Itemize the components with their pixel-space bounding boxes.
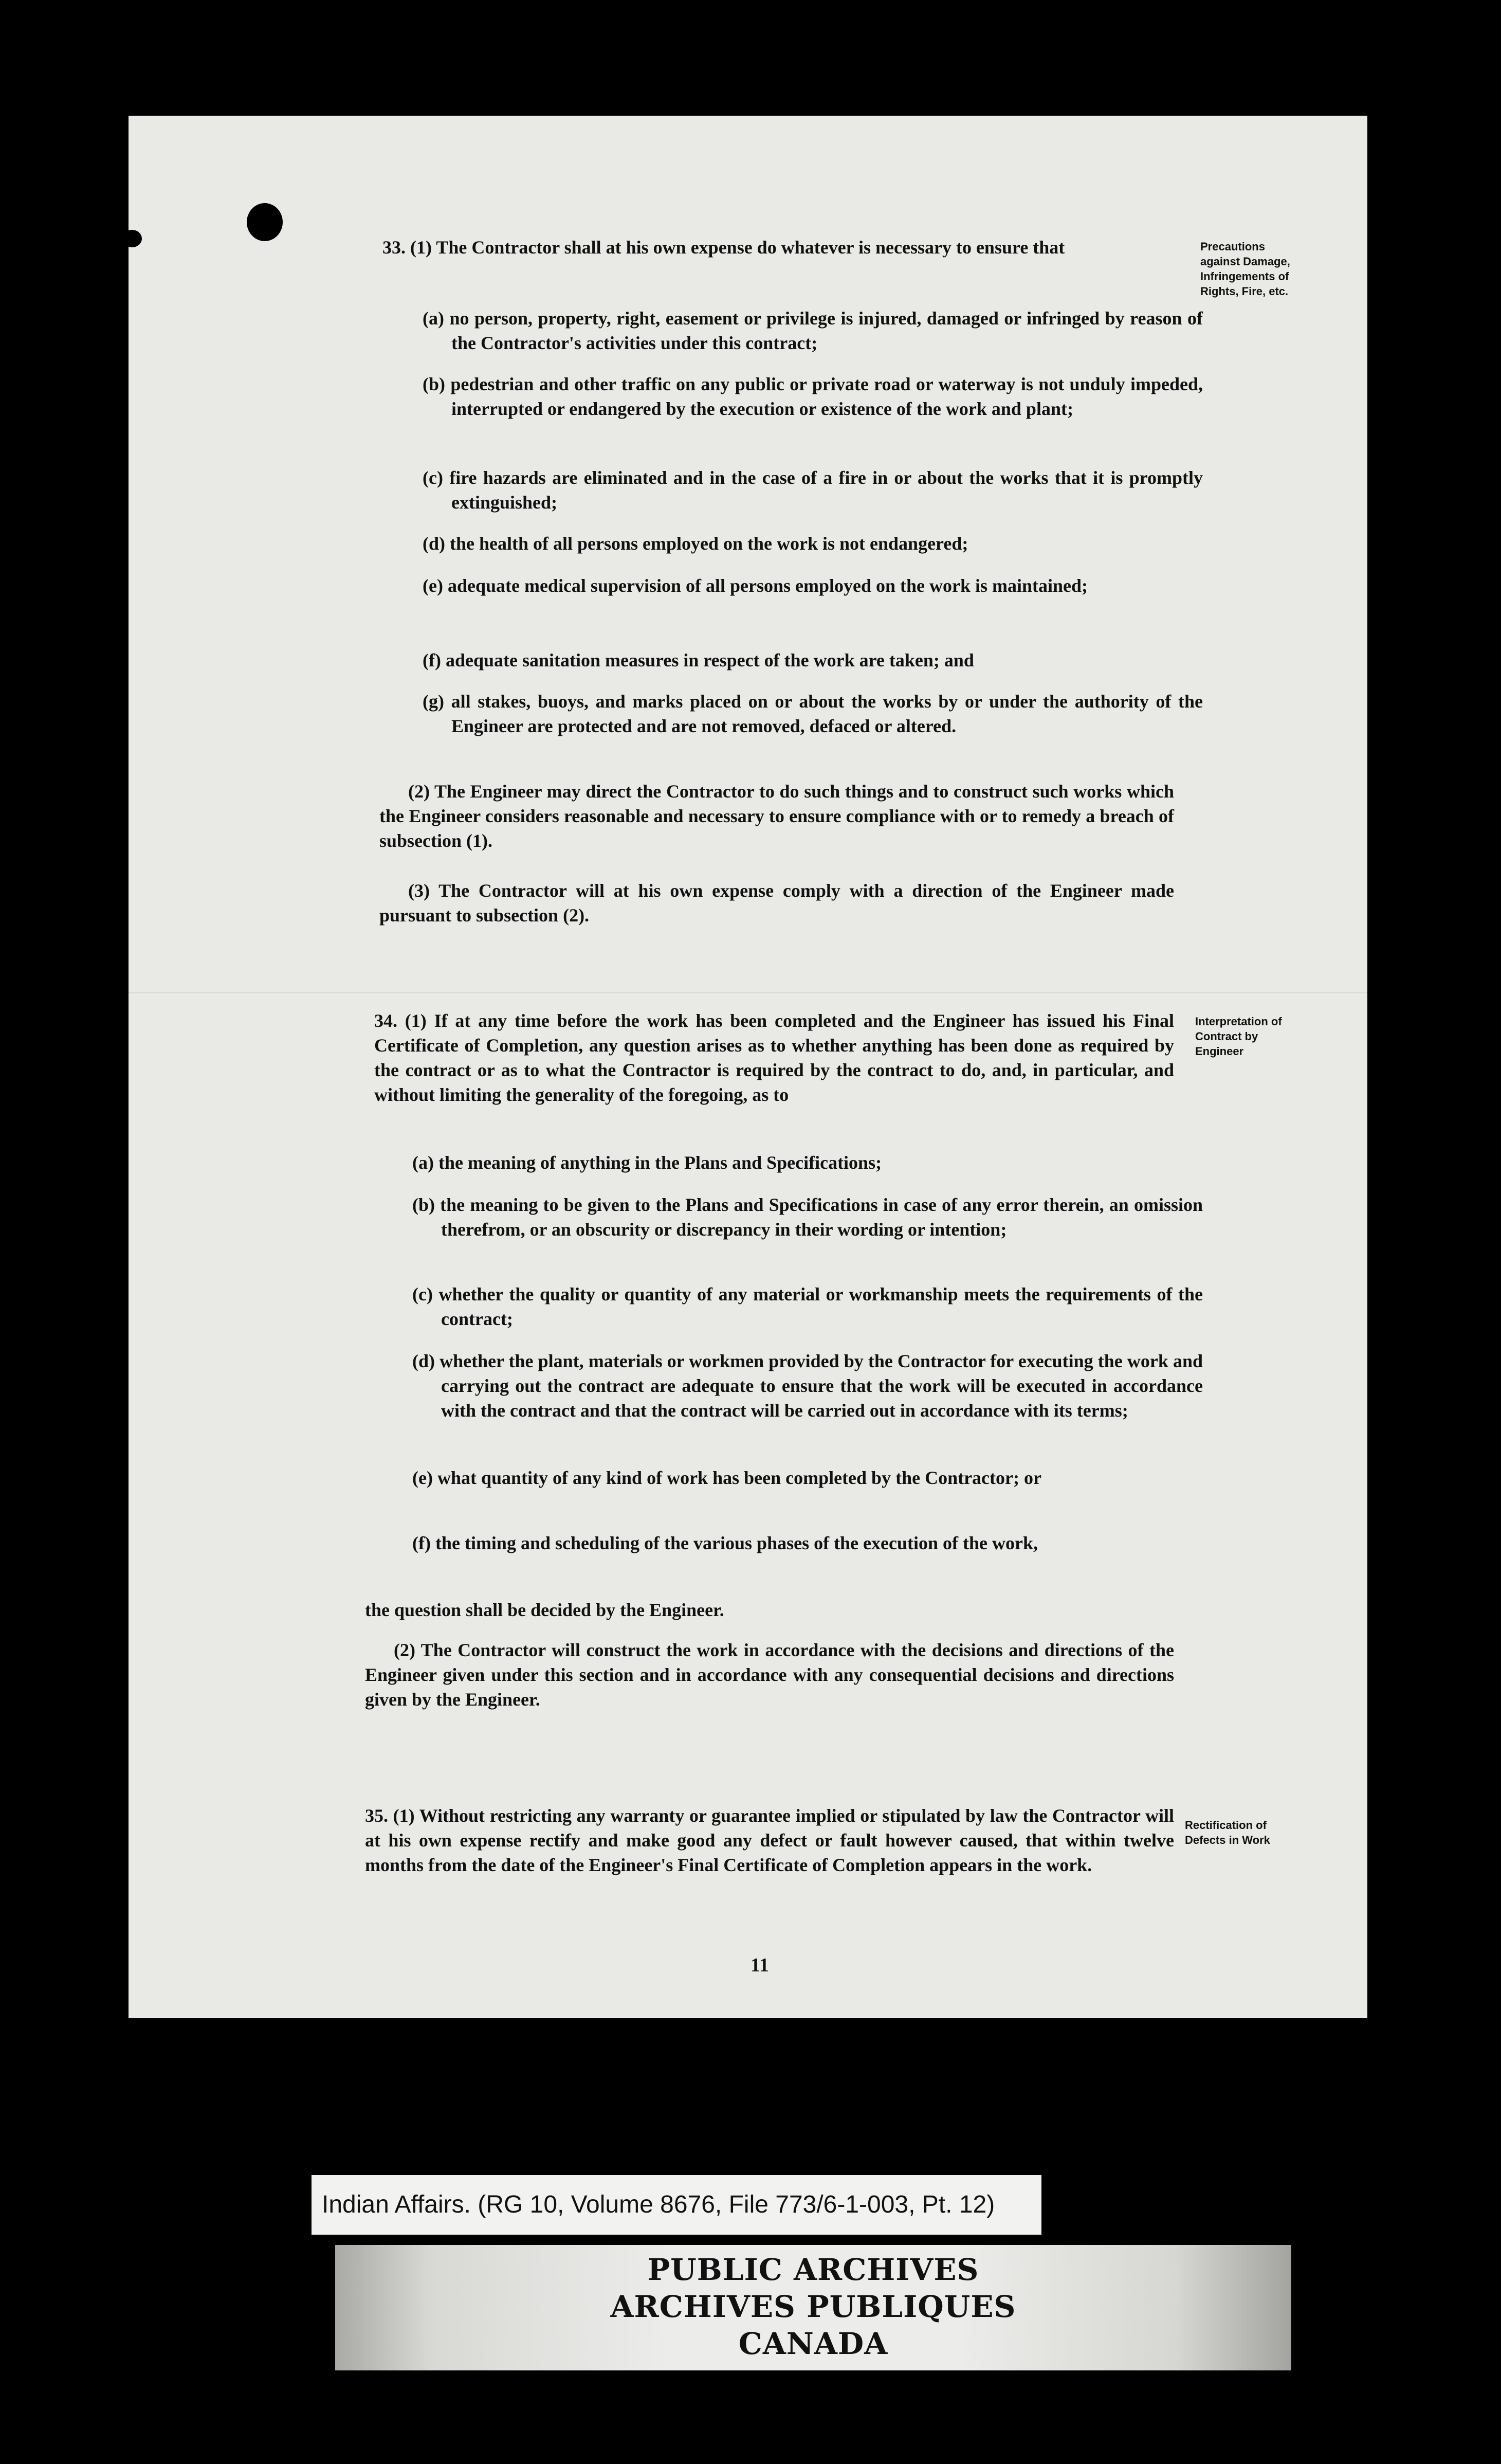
margin-note-precautions: Precautions against Damage, Infringements of Rights, Fire, etc.	[1200, 240, 1290, 298]
section-34-item-c: (c) whether the quality or quantity of any material or workmanship meets the requirements of the contract;	[412, 1284, 1203, 1329]
section-34-item-f: (f) the timing and scheduling of the various phases of the execution of the work,	[412, 1533, 1038, 1553]
section-33-item-g: (g) all stakes, buoys, and marks placed on or about the works by or under the authority of the Engineer are protected and are not removed, defaced or altered.	[423, 691, 1203, 736]
document-page	[129, 116, 1367, 2018]
public-archives-stamp	[335, 2245, 1291, 2370]
section-33-item-b: (b) pedestrian and other traffic on any public or private road or waterway is not unduly impeded, interrupted or endangered by the execution or existence of the work and plant;	[423, 374, 1203, 419]
section-33-item-e: (e) adequate medical supervision of all persons employed on the work is maintained;	[423, 575, 1088, 596]
archive-reference-label: Indian Affairs. (RG 10, Volume 8676, File 773/6-1-003, Pt. 12)	[312, 2175, 1041, 2235]
page-number: 11	[750, 1954, 769, 1976]
stamp-line-3: CANADA	[738, 2326, 888, 2361]
section-33-item-d: (d) the health of all persons employed on the work is not endangered;	[423, 533, 968, 554]
stamp-line-2: ARCHIVES PUBLIQUES	[610, 2289, 1016, 2324]
margin-note-rectification: Rectification of Defects in Work	[1185, 1819, 1270, 1846]
section-33-paragraph-1: 33. (1) The Contractor shall at his own expense do whatever is necessary to ensure that	[382, 237, 1065, 258]
section-33-item-f: (f) adequate sanitation measures in respect of the work are taken; and	[423, 650, 974, 671]
section-33-paragraph-3: (3) The Contractor will at his own expense comply with a direction of the Engineer made pursuant to subsection (2).	[379, 880, 1174, 926]
section-34-paragraph-2: (2) The Contractor will construct the work in accordance with the decisions and directions of the Engineer given under this section and in accordance with any consequential decisions and directions given by the Engineer.	[365, 1640, 1174, 1710]
section-33-item-a: (a) no person, property, right, easement or privilege is injured, damaged or infringed by reason of the Contractor's activities under this contract;	[423, 308, 1203, 353]
section-34-item-d: (d) whether the plant, materials or workmen provided by the Contractor for executing the work and carrying out the contract are adequate to ensure that the work will be executed in accordance with the contract and that the contract will be carried out in accordance with its terms;	[412, 1351, 1203, 1421]
stamp-line-1: PUBLIC ARCHIVES	[647, 2252, 979, 2287]
section-34-item-b: (b) the meaning to be given to the Plans and Specifications in case of any error therein, an omission therefrom, or an obscurity or discrepancy in their wording or intention;	[412, 1194, 1203, 1240]
section-35-paragraph-1: 35. (1) Without restricting any warranty or guarantee implied or stipulated by law the Contractor will at his own expense rectify and make good any defect or fault however caused, that within twelve months from the date of the Engineer's Final Certificate of Completion appears in the work.	[365, 1805, 1174, 1875]
section-34-item-e: (e) what quantity of any kind of work has been completed by the Contractor; or	[412, 1467, 1041, 1488]
section-34-item-a: (a) the meaning of anything in the Plans and Specifications;	[412, 1152, 882, 1173]
page-fold-line	[129, 992, 1367, 994]
margin-note-interpretation: Interpretation of Contract by Engineer	[1195, 1015, 1282, 1058]
section-33-item-c: (c) fire hazards are eliminated and in the case of a fire in or about the works that it is promptly extinguished;	[423, 467, 1203, 513]
punch-hole-small	[129, 230, 142, 247]
punch-hole	[247, 203, 283, 241]
section-33-paragraph-2: (2) The Engineer may direct the Contractor to do such things and to construct such works which the Engineer considers reasonable and necessary to ensure compliance with or to remedy a breach of subsection (1).	[379, 781, 1174, 851]
section-34-question-decided: the question shall be decided by the Engineer.	[365, 1600, 724, 1620]
section-34-paragraph-1: 34. (1) If at any time before the work has been completed and the Engineer has issued his Final Certificate of Completion, any question arises as to whether anything has been done as required by the contract or as to what the Contractor is required by the contract to do, and, in particular, and without limiting the generality of the foregoing, as to	[374, 1010, 1174, 1105]
